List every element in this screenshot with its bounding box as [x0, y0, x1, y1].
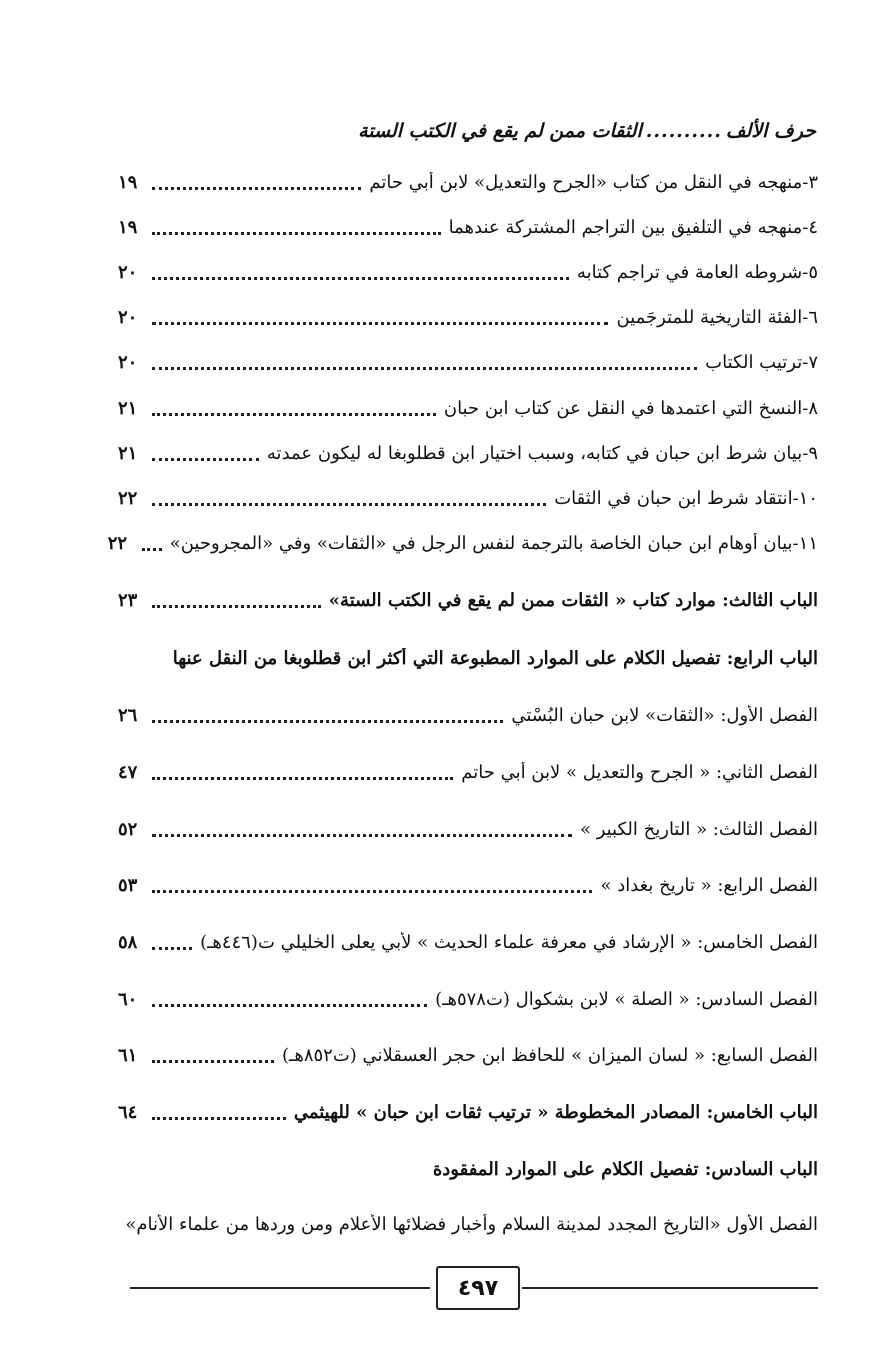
toc-entry	[118, 583, 818, 617]
toc-entry	[118, 868, 818, 902]
toc-leader-dots	[152, 605, 321, 608]
page-number: ٤٩٧	[457, 1275, 499, 1301]
toc-entry	[118, 165, 818, 199]
toc-page-number: ١٩	[118, 171, 138, 193]
toc-entry-text: الفصل الثالث: « التاريخ الكبير »	[579, 818, 818, 840]
toc-entry	[118, 698, 818, 732]
toc-entry	[118, 1152, 818, 1186]
toc-leader-dots	[142, 548, 162, 551]
toc-entry-text: الفصل الرابع: « تاريخ بغداد »	[600, 874, 818, 896]
toc-entry-text: الفصل الأول: «الثقات» لابن حبان البُسْتي	[511, 704, 818, 726]
toc-leader-dots	[152, 1004, 427, 1007]
toc-page-number: ٢٦	[118, 704, 138, 726]
toc-leader-dots	[152, 777, 453, 780]
toc-leader-dots	[152, 947, 192, 950]
toc-page-number: ٢١	[118, 442, 138, 464]
toc-entry	[118, 755, 818, 789]
toc-entry	[118, 1038, 818, 1072]
toc-entry	[118, 210, 818, 244]
toc-entry	[118, 436, 818, 470]
toc-page-number: ٥٢	[118, 818, 138, 840]
toc-entry	[118, 391, 818, 425]
toc-page-number: ٢١	[118, 397, 138, 419]
toc-entry-text: ٦-الفئة التاريخية للمترجَمين	[616, 306, 818, 328]
toc-page-number: ٢٠	[118, 351, 138, 373]
toc-entry-text: ١٠-انتقاد شرط ابن حبان في الثقات	[554, 487, 818, 509]
toc-entry	[118, 812, 818, 846]
toc-page-number: ٥٣	[118, 874, 138, 896]
toc-entry-text: الفصل الأول «التاريخ المجدد لمدينة السلام وأخبار فضلائها الأعلام ومن وردها من علماء الأنام»	[125, 1213, 818, 1235]
toc-leader-dots	[152, 1117, 286, 1120]
toc-entry	[107, 526, 818, 560]
page-number-badge	[436, 1266, 520, 1310]
toc-entry	[118, 255, 818, 289]
header-book-title: الثقات ممن لم يقع في الكتب الستة	[358, 120, 642, 142]
toc-leader-dots	[152, 322, 608, 325]
header-dots: ..........	[645, 120, 722, 142]
toc-leader-dots	[152, 720, 503, 723]
toc-entry-text: ٧-ترتيب الكتاب	[705, 351, 818, 373]
toc-entry-text: الفصل الخامس: « الإرشاد في معرفة علماء الحديث » لأبي يعلى الخليلي ت(٤٤٦هـ)	[200, 931, 818, 953]
toc-leader-dots	[152, 232, 441, 235]
toc-page-number: ٢٠	[118, 306, 138, 328]
toc-page-number: ٢٣	[118, 589, 138, 611]
toc-entry-text: الفصل السابع: « لسان الميزان » للحافظ ابن حجر العسقلاني (ت٨٥٢هـ)	[282, 1044, 818, 1066]
toc-entry-text: ١١-بيان أوهام ابن حبان الخاصة بالترجمة لنفس الرجل في «الثقات» وفي «المجروحين»	[169, 532, 818, 554]
toc-entry-text: ٨-النسخ التي اعتمدها في النقل عن كتاب ابن حبان	[443, 397, 818, 419]
footer-rule-left	[130, 1287, 430, 1289]
toc-entry-text: الفصل الثاني: « الجرح والتعديل » لابن أبي حاتم	[461, 761, 818, 783]
toc-page-number: ٦١	[118, 1044, 138, 1066]
toc-entry-text: ٤-منهجه في التلفيق بين التراجم المشتركة عندهما	[448, 216, 818, 238]
toc-page-number: ٥٨	[118, 931, 138, 953]
toc-page-number: ٢٢	[118, 487, 138, 509]
toc-entry-text: الباب الثالث: موارد كتاب « الثقات ممن لم يقع في الكتب الستة»	[328, 589, 818, 611]
toc-leader-dots	[152, 367, 697, 370]
toc-page-number: ٢٠	[118, 261, 138, 283]
toc-entry-text: ٣-منهجه في النقل من كتاب «الجرح والتعديل» لابن أبي حاتم	[369, 171, 818, 193]
footer-rule-right	[522, 1287, 818, 1289]
toc-leader-dots	[152, 458, 259, 461]
toc-page-number: ٦٤	[118, 1101, 138, 1123]
toc-page-number: ٦٠	[118, 988, 138, 1010]
toc-entry-text: الباب الخامس: المصادر المخطوطة « ترتيب ثقات ابن حبان » للهيثمي	[293, 1101, 818, 1123]
toc-leader-dots	[152, 834, 572, 837]
toc-page-number: ٤٧	[118, 761, 138, 783]
toc-entry-text: الفصل السادس: « الصلة » لابن بشكوال (ت٥٧٨هـ)	[435, 988, 818, 1010]
toc-entry	[118, 300, 818, 334]
toc-entry	[118, 982, 818, 1016]
toc-entry	[118, 1207, 818, 1241]
toc-page-number: ٢٢	[107, 532, 128, 554]
toc-entry	[118, 345, 818, 379]
toc-page-number: ١٩	[118, 216, 138, 238]
toc-entry-text: الباب السادس: تفصيل الكلام على الموارد المفقودة	[432, 1158, 818, 1180]
toc-entry	[118, 1095, 818, 1129]
running-header	[160, 116, 816, 146]
toc-entry	[118, 641, 818, 675]
toc-leader-dots	[152, 1060, 274, 1063]
header-section-title: حرف الألف	[725, 120, 816, 142]
toc-leader-dots	[152, 503, 546, 506]
toc-leader-dots	[152, 890, 592, 893]
toc-leader-dots	[152, 277, 569, 280]
toc-leader-dots	[152, 187, 361, 190]
toc-leader-dots	[152, 413, 436, 416]
toc-entry	[118, 481, 818, 515]
toc-entry	[118, 925, 818, 959]
toc-entry-text: ٥-شروطه العامة في تراجم كتابه	[576, 261, 818, 283]
toc-entry-text: ٩-بيان شرط ابن حبان في كتابه، وسبب اختيار ابن قطلوبغا له ليكون عمدته	[266, 442, 818, 464]
toc-entry-text: الباب الرابع: تفصيل الكلام على الموارد المطبوعة التي أكثر ابن قطلوبغا من النقل عنها	[172, 647, 818, 669]
